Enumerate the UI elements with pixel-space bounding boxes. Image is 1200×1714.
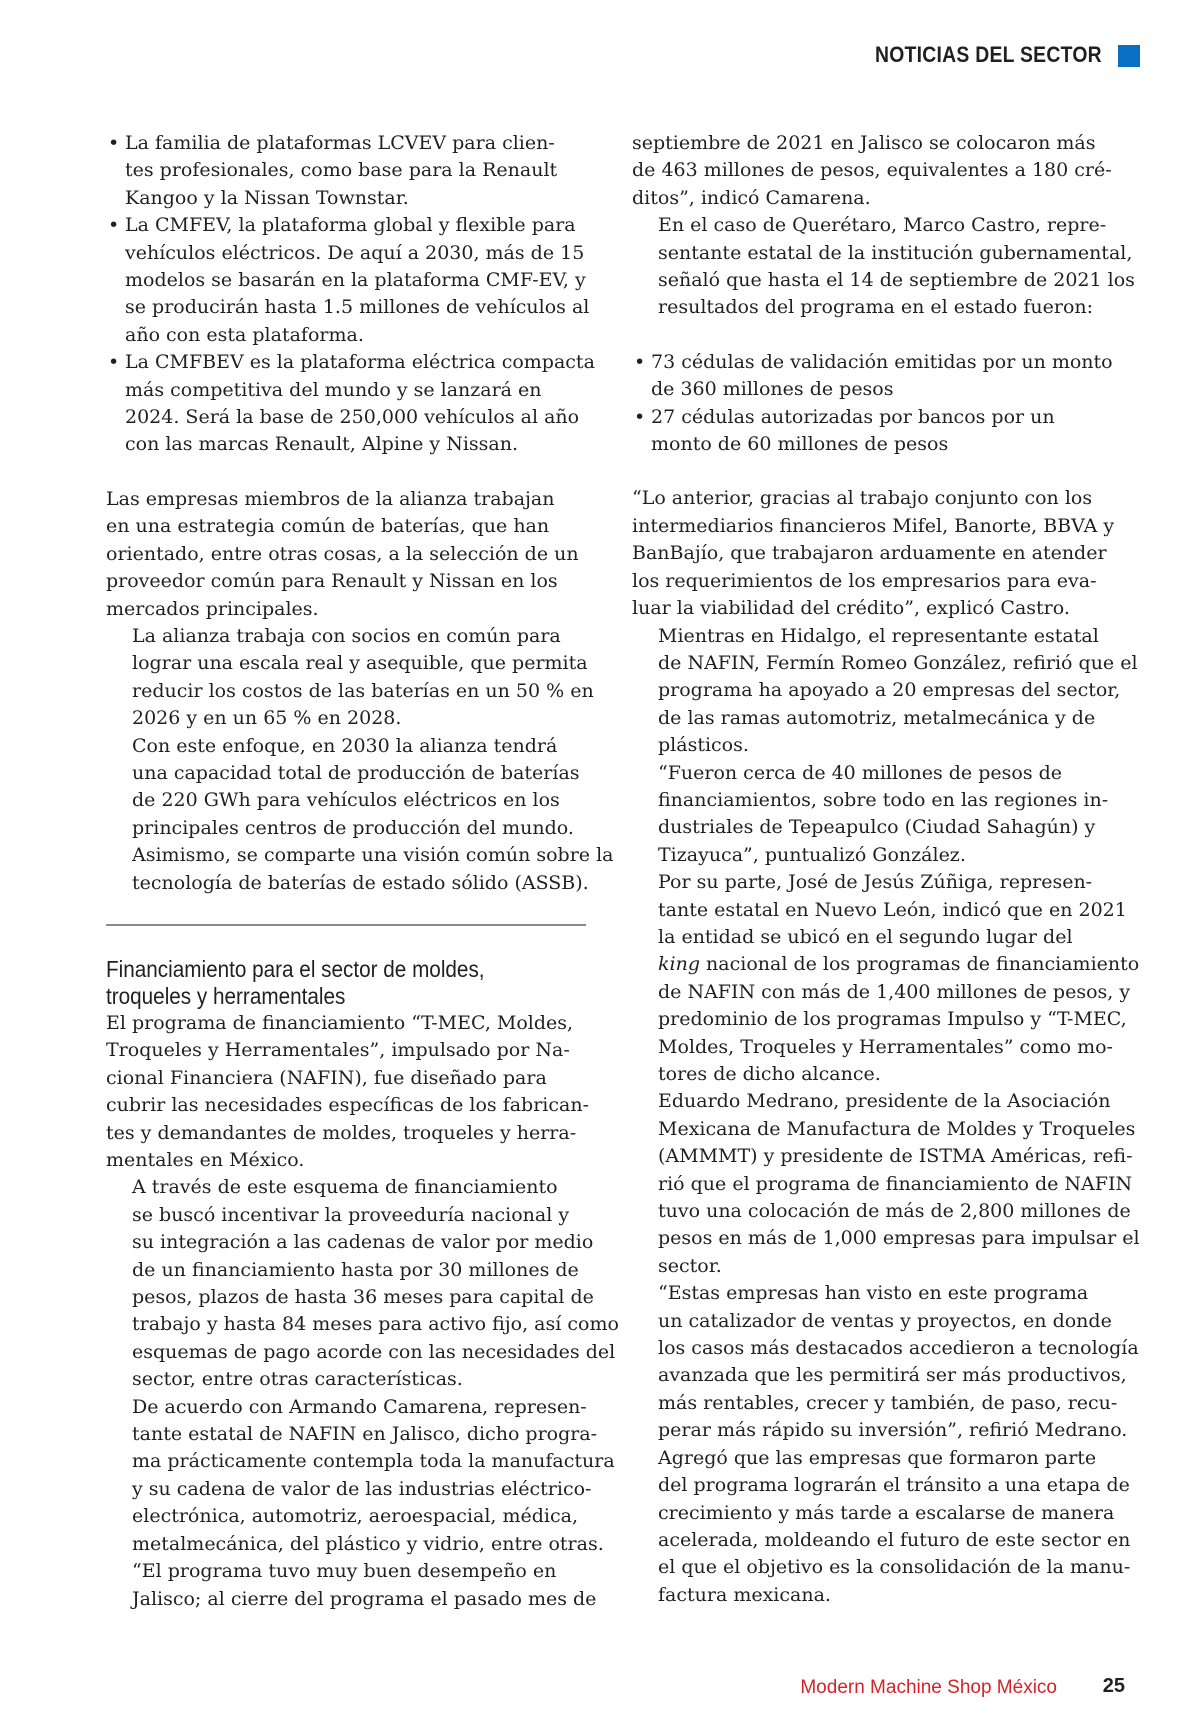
bullet-item — [106, 349, 594, 459]
paragraph — [632, 760, 1114, 870]
text-line: y su cadena de valor de las industrias eléctrico- — [132, 1477, 592, 1500]
text-line: proveedor común para Renault y Nissan en los — [106, 570, 558, 593]
text-line: tes y demandantes de moldes, troqueles y herra- — [106, 1121, 577, 1144]
text-line: más competitiva del mundo y se lanzará en — [125, 378, 542, 401]
paragraph — [106, 1010, 594, 1174]
text-line: • 73 cédulas de validación emitidas por un monto — [651, 350, 1113, 373]
text-line: resultados del programa en el estado fueron: — [658, 296, 1094, 319]
text-line: Agregó que las empresas que formaron parte — [658, 1446, 1097, 1469]
text-line: año con esta plataforma. — [125, 323, 364, 346]
text-line: Con este enfoque, en 2030 la alianza tendrá — [132, 734, 558, 757]
text-line: plásticos. — [658, 734, 749, 757]
text-line: “Fueron cerca de 40 millones de pesos de — [658, 761, 1063, 784]
bullet-item — [632, 404, 1114, 459]
text-line: orientado, entre otras cosas, a la selección de un — [106, 542, 579, 565]
subhead — [106, 956, 545, 1010]
section-accent-square — [1118, 45, 1140, 67]
text-line: ma prácticamente contempla toda la manufactura — [132, 1450, 615, 1473]
bullet-item — [106, 212, 594, 349]
text-line: Moldes, Troqueles y Herramentales” como mo- — [658, 1035, 1113, 1058]
text-line: mentales en México. — [106, 1149, 305, 1171]
text-line: El programa de financiamiento “T-MEC, Moldes, — [106, 1011, 574, 1034]
paragraph — [106, 486, 594, 623]
ranking-rest: nacional de los programas de financiamiento — [700, 953, 1140, 976]
text-line: los requerimientos de los empresarios para eva- — [632, 569, 1097, 592]
text-line: BanBajío, que trabajaron arduamente en atender — [632, 542, 1107, 565]
text-line: • 27 cédulas autorizadas por bancos por un — [651, 405, 1055, 428]
text-line: pesos, plazos de hasta 36 meses para capital de — [132, 1286, 594, 1309]
text-line: ditos”, indicó Camarena. — [632, 186, 871, 209]
text-line: lograr una escala real y asequible, que permita — [132, 652, 588, 675]
text-line: principales centros de producción del mundo. — [132, 816, 574, 839]
text-line: una capacidad total de producción de baterías — [132, 761, 580, 784]
text-line: (AMMMT) y presidente de ISTMA Américas, refi- — [658, 1145, 1133, 1168]
text-line: Tizayuca”, puntualizó González. — [658, 843, 966, 866]
text-line: mercados principales. — [106, 597, 319, 620]
right-column — [632, 130, 1140, 1609]
paragraph — [632, 212, 1135, 322]
text-line: intermediarios financieros Mifel, Banorte, BBVA y — [632, 514, 1115, 537]
text-line: financiamientos, sobre todo en las regiones in- — [658, 788, 1109, 811]
section-divider — [106, 924, 586, 926]
text-line: de las ramas automotriz, metalmecánica y de — [658, 706, 1096, 729]
jalisco-queretaro-paragraphs — [632, 130, 1135, 322]
queretaro-results-list — [632, 349, 1114, 459]
bullet-item — [106, 130, 594, 212]
paragraph — [632, 623, 1138, 760]
text-line: del programa lograrán el tránsito a una etapa de — [658, 1474, 1130, 1497]
subhead-line-2: troqueles y herramentales — [106, 982, 346, 1009]
paragraph — [632, 869, 1140, 1088]
text-line: se producirán hasta 1.5 millones de vehículos al — [125, 296, 590, 319]
text-line: • La CMFEV, la plataforma global y flexible para — [125, 214, 576, 237]
ranking-italic-b: king — [658, 953, 700, 976]
platform-bullet-list — [106, 130, 594, 459]
text-line: Las empresas miembros de la alianza trabajan — [106, 487, 555, 510]
text-line: sentante estatal de la institución gubernamental, — [658, 241, 1133, 264]
paragraph — [106, 623, 594, 733]
text-line: • La CMFBEV es la plataforma eléctrica compacta — [125, 351, 595, 374]
text-line: A través de este esquema de financiamiento — [132, 1176, 558, 1199]
text-line: crecimiento y más tarde a escalarse de manera — [658, 1501, 1115, 1524]
footer-magazine-name: Modern Machine Shop México — [800, 1677, 1057, 1698]
section-title: NOTICIAS DEL SECTOR — [875, 42, 1102, 67]
text-line: metalmecánica, del plástico y vidrio, entre otras. — [132, 1532, 604, 1555]
text-line: “Lo anterior, gracias al trabajo conjunto con los — [632, 487, 1093, 510]
text-line: el que el objetivo es la consolidación de la manu- — [658, 1556, 1131, 1579]
text-line: señaló que hasta el 14 de septiembre de 2021 los — [658, 269, 1135, 292]
paragraph — [106, 733, 614, 897]
text-line: con las marcas Renault, Alpine y Nissan. — [125, 433, 519, 456]
text-line: tante estatal de NAFIN en Jalisco, dicho progra- — [132, 1423, 598, 1446]
text-line: La alianza trabaja con socios en común para — [132, 624, 561, 647]
text-line: de un financiamiento hasta por 30 millones de — [132, 1258, 579, 1281]
left-column — [106, 130, 619, 1613]
text-line: monto de 60 millones de pesos — [651, 433, 949, 456]
text-line: En el caso de Querétaro, Marco Castro, repre- — [658, 214, 1107, 237]
text-line: un catalizador de ventas y proyectos, en donde — [658, 1309, 1112, 1332]
text-line: 2026 y en un 65 % en 2028. — [132, 707, 402, 730]
text-line: de 220 GWh para vehículos eléctricos en los — [132, 789, 560, 812]
text-line: trabajo y hasta 84 meses para activo fijo, así como — [132, 1313, 619, 1336]
text-line: tecnología de baterías de estado sólido (ASSB). — [132, 871, 589, 894]
text-line: Jalisco; al cierre del programa el pasado mes de — [132, 1587, 597, 1610]
text-line: Troqueles y Herramentales”, impulsado por Na- — [106, 1039, 570, 1062]
text-line: los casos más destacados accedieron a tecnología — [658, 1337, 1139, 1360]
text-line: tuvo una colocación de más de 2,800 millones de — [658, 1200, 1131, 1223]
text-line: Por su parte, José de Jesús Zúñiga, represen- — [658, 871, 1093, 894]
text-line: tante estatal en Nuevo León, indicó que en 2021 — [658, 898, 1127, 921]
text-line: tores de dicho alcance. — [658, 1063, 881, 1085]
paragraph — [632, 485, 1114, 622]
text-line: esquemas de pago acorde con las necesidades del — [132, 1340, 616, 1363]
text-line: 2024. Será la base de 250,000 vehículos al año — [125, 406, 580, 429]
text-line: más rentables, crecer y también, de paso, recu- — [658, 1391, 1118, 1414]
text-line: luar la viabilidad del crédito”, explicó Castro. — [632, 597, 1070, 620]
text-line: Kangoo y la Nissan Townstar. — [125, 186, 409, 209]
text-line: • La familia de plataformas LCVEV para clien- — [125, 132, 555, 154]
text-line: predominio de los programas Impulso y “T-MEC, — [658, 1008, 1127, 1031]
text-line: septiembre de 2021 en Jalisco se colocaron más — [632, 132, 1096, 154]
bullet-item — [632, 349, 1114, 404]
text-line: la entidad se ubicó en el segundo lugar del — [658, 925, 1073, 948]
text-line: de 360 millones de pesos — [651, 378, 894, 401]
paragraph — [632, 1280, 1139, 1444]
paragraph — [632, 130, 1114, 212]
text-line: perar más rápido su inversión”, refirió Medrano. — [658, 1419, 1128, 1442]
paragraph — [632, 1445, 1131, 1609]
text-line: se buscó incentivar la proveeduría nacional y — [132, 1203, 570, 1226]
footer-page-number: 25 — [1102, 1675, 1125, 1697]
text-line: pesos en más de 1,000 empresas para impulsar el — [658, 1227, 1140, 1250]
financing-paragraphs — [106, 1010, 619, 1613]
medrano-paragraphs — [632, 1088, 1140, 1609]
text-line: “El programa tuvo muy buen desempeño en — [132, 1560, 557, 1583]
text-line: Asimismo, se comparte una visión común sobre la — [132, 844, 614, 867]
paragraph — [106, 1394, 615, 1558]
text-line: de 463 millones de pesos, equivalentes a 180 cré- — [632, 159, 1112, 182]
text-line: reducir los costos de las baterías en un 50 % en — [132, 679, 594, 702]
text-line: Eduardo Medrano, presidente de la Asociación — [658, 1090, 1111, 1113]
text-line: avanzada que les permitirá ser más productivos, — [658, 1364, 1127, 1387]
text-line: sector, entre otras características. — [132, 1368, 463, 1391]
text-line: cubrir las necesidades específicas de los fabrican- — [106, 1094, 590, 1117]
text-line: en una estrategia común de baterías, que han — [106, 515, 550, 538]
text-line: acelerada, moldeando el futuro de este sector en — [658, 1528, 1131, 1551]
paragraph — [106, 1558, 597, 1613]
text-line: Mexicana de Manufactura de Moldes y Troqueles — [658, 1117, 1136, 1140]
paragraph — [106, 1174, 619, 1393]
text-line: De acuerdo con Armando Camarena, represen- — [132, 1395, 587, 1418]
text-line: factura mexicana. — [658, 1583, 831, 1606]
paragraph — [632, 1088, 1140, 1280]
text-line: Mientras en Hidalgo, el representante estatal — [658, 624, 1099, 647]
text-line: “Estas empresas han visto en este programa — [658, 1282, 1089, 1305]
text-line: su integración a las cadenas de valor por medio — [132, 1231, 594, 1254]
text-line: electrónica, automotriz, aeroespacial, médica, — [132, 1505, 578, 1528]
subhead-line-1: Financiamiento para el sector de moldes, — [106, 955, 485, 982]
text-line: tes profesionales, como base para la Renault — [125, 159, 558, 182]
text-line: de NAFIN con más de 1,400 millones de pesos, y — [658, 980, 1131, 1003]
text-line: modelos se basarán en la plataforma CMF-EV, y — [125, 269, 586, 292]
text-line: rió que el programa de financiamiento de NAFIN — [658, 1172, 1133, 1195]
text-line: programa ha apoyado a 20 empresas del sector, — [658, 679, 1121, 702]
text-line: sector. — [658, 1254, 722, 1277]
text-line: de NAFIN, Fermín Romeo González, refirió que el — [658, 651, 1138, 674]
regional-paragraphs — [632, 485, 1140, 1088]
alliance-paragraphs — [106, 486, 614, 897]
text-line: cional Financiera (NAFIN), fue diseñado para — [106, 1066, 547, 1089]
text-line: dustriales de Tepeapulco (Ciudad Sahagún) y — [658, 816, 1096, 839]
text-line: vehículos eléctricos. De aquí a 2030, más de 15 — [125, 241, 585, 264]
